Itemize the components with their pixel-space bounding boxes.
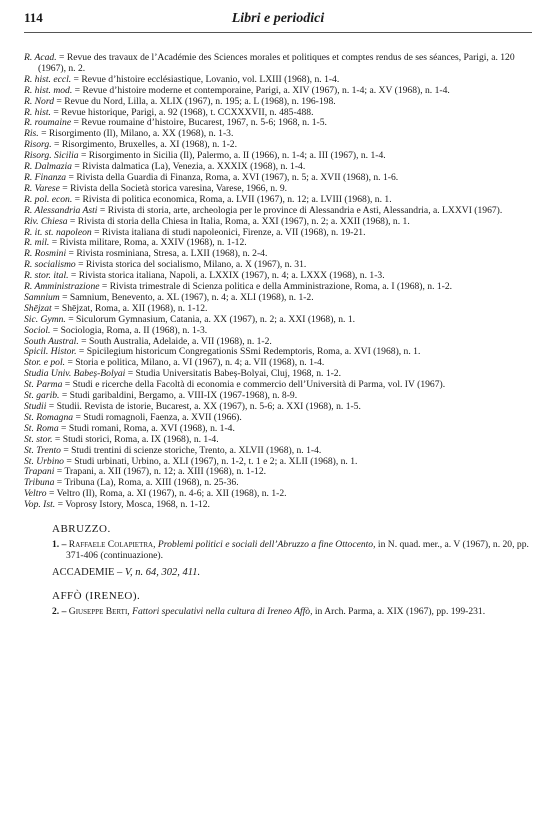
abbreviation-entry [24, 500, 532, 511]
abbreviation-expansion: = Studia Universitatis Babeș-Bolyai, Cluj, 1968, n. 1-2. [125, 368, 342, 380]
abbreviation: R. Finanza [24, 171, 67, 183]
abbreviation: R. Amministrazione [24, 281, 100, 293]
bibliography-entry-1 [38, 539, 532, 561]
entry-title: Fattori speculativi nella cultura di Ireneo Affò, [132, 606, 313, 618]
abbreviation-expansion: = Spicilegium historicum Congregationis SSmi Redemptoris, Roma, a. XVI (1968), n. 1. [76, 346, 421, 358]
abbreviation-expansion: = Sociologia, Roma, a. II (1968), n. 1-3. [50, 324, 208, 336]
entry-number: 1. – [52, 539, 67, 551]
abbreviation: Risorg. [24, 139, 52, 151]
abbreviation-expansion: = Rivista rosminiana, Stresa, a. LXII (1968), n. 2-4. [66, 248, 268, 260]
cross-reference-accademie [52, 567, 532, 578]
abbreviation-expansion: = Revue historique, Parigi, a. 92 (1968), t. CCXXXVII, n. 485-488. [50, 106, 314, 118]
abbreviation: Sic. Gymn. [24, 313, 66, 325]
abbreviation: R. Nord [24, 95, 55, 107]
abbreviation: R. mil. [24, 237, 50, 249]
abbreviation-expansion: = Rivista italiana di studi napoleonici, Firenze, a. VII (1968), n. 19-21. [91, 226, 366, 238]
abbreviation-expansion: = Studi storici, Roma, a. IX (1968), n. 1-4. [52, 433, 219, 445]
abbreviation: R. Varese [24, 182, 60, 194]
abbreviation-expansion: = Rivista di politica economica, Roma, a. LVII (1967), n. 12; a. LVIII (1968), n. 1. [72, 193, 392, 205]
section-abruzzo [24, 523, 532, 578]
abbreviation-expansion: = Rivista storica del socialismo, Milano, a. X (1967), n. 31. [75, 259, 307, 271]
abbreviation-expansion: = Studii. Revista de istorie, Bucarest, a. XX (1967), n. 5-6; a. XXI (1968), n. 1-5. [46, 401, 361, 412]
abbreviation: South Austral. [24, 335, 79, 347]
abbreviation: Studia Univ. Babeș-Bolyai [24, 368, 126, 380]
abbreviation: R. Alessandria Asti [24, 204, 98, 216]
abbreviation: St. Romagna [24, 411, 74, 423]
abbreviation-expansion: = Voprosy Istory, Mosca, 1968, n. 1-12. [55, 499, 210, 511]
abbreviation: R. hist. [24, 106, 51, 118]
abbreviation-expansion: = Studi e ricerche della Facoltà di economia e commercio dell’Università di Parma, vol. IV (1967). [62, 379, 446, 391]
abbreviation-expansion: = Rivista militare, Roma, a. XXIV (1968), n. 1-12. [49, 237, 247, 249]
abbreviation: R. Rosmini [24, 248, 67, 260]
abbreviation-expansion: = Studi urbinati, Urbino, a. XLI (1967), n. 1-2, t. 1 e 2; a. XLII (1968), n. 1. [63, 455, 358, 467]
abbreviation-expansion: = Rivista dalmatica (La), Venezia, a. XXXIX (1968), n. 1-4. [71, 161, 306, 173]
entry-author: Raffaele Colapietra, [68, 539, 156, 551]
abbreviation: Sociol. [24, 324, 51, 336]
abbreviation: R. pol. econ. [24, 193, 73, 205]
abbreviation: Shējzat [24, 302, 52, 314]
abbreviation-expansion: = Studi trentini di scienze storiche, Trento, a. XLVII (1968), n. 1-4. [60, 444, 322, 456]
abbreviation-expansion: = Revue des travaux de l’Académie des Sciences morales et politiques et comptes rendus de ses séances, Parigi, a. 120 (1967), n. 2. [38, 52, 515, 74]
abbreviation-expansion: = Risorgimento (Il), Milano, a. XX (1968), n. 1-3. [38, 128, 234, 140]
abbreviation: St. Roma [24, 422, 59, 434]
abbreviation: Ris. [24, 128, 39, 140]
abbreviation: R. it. st. napoleon [24, 226, 92, 238]
section-heading-accademie: ACCADEMIE [52, 567, 115, 579]
abbreviation: Stor. e pol. [24, 357, 66, 369]
abbreviation-expansion: = Rivista storica italiana, Napoli, a. LXXIX (1967), n. 4; a. LXXX (1968), n. 1-3. [68, 270, 385, 282]
abbreviation-expansion: = South Australia, Adelaide, a. VII (1968), n. 1-2. [78, 335, 272, 347]
bibliography-entry-2 [38, 606, 532, 617]
page-number: 114 [24, 10, 43, 25]
abbreviation: R. Acad. [24, 52, 57, 63]
abbreviation: R. stor. ital. [24, 270, 69, 282]
abbreviation-expansion: = Revue roumaine d’histoire, Bucarest, 1967, n. 5-6; 1968, n. 1-5. [71, 117, 327, 129]
entry-author: Giuseppe Berti, [68, 606, 130, 618]
abbreviation: R. roumaine [24, 117, 72, 129]
abbreviation: Riv. Chiesa [24, 215, 68, 227]
abbreviation: Trapani [24, 466, 55, 478]
abbreviation: Veltro [24, 488, 47, 500]
abbreviation-expansion: = Trapani, a. XII (1967), n. 12; a. XIII (1968), n. 1-12. [54, 466, 267, 478]
entry-title: Problemi politici e sociali dell’Abruzzo a fine Ottocento, [157, 539, 376, 551]
abbreviation-entry [24, 53, 532, 75]
abbreviation: St. stor. [24, 433, 53, 445]
abbreviation-expansion: = Studi garibaldini, Bergamo, a. VIII-IX (1967-1968), n. 8-9. [59, 390, 298, 402]
abbreviation: St. Urbino [24, 455, 64, 467]
abbreviation-expansion: = Rivista della Società storica varesina, Varese, 1966, n. 9. [59, 182, 288, 194]
cross-reference-numbers: – V, n. 64, 302, 411. [114, 567, 201, 579]
abbreviation-expansion: = Rivista di storia, arte, archeologia per le province di Alessandria e Asti, Alessandria, a. LXXVI (1967). [97, 204, 503, 216]
abbreviation: St. Parma [24, 379, 63, 391]
abbreviation-expansion: = Studi romani, Roma, a. XVI (1968), n. 1-4. [58, 422, 235, 434]
abbreviation: Vop. Ist. [24, 499, 56, 511]
entry-source: in N. quad. mer., a. V (1967), n. 20, pp. 371-406 (continuazione). [66, 539, 529, 562]
abbreviation: Spicil. Histor. [24, 346, 77, 358]
abbreviation-expansion: = Risorgimento in Sicilia (Il), Palermo, a. II (1966), n. 1-4; a. III (1967), n. 1-4. [78, 150, 386, 162]
entry-number: 2. – [52, 606, 67, 618]
abbreviation: St. garib. [24, 390, 60, 402]
abbreviation-expansion: = Revue d’histoire ecclésiastique, Lovanio, vol. LXIII (1968), n. 1-4. [71, 73, 340, 85]
abbreviation: R. socialismo [24, 259, 76, 271]
abbreviation-expansion: = Risorgimento, Bruxelles, a. XI (1968), n. 1-2. [51, 139, 237, 151]
abbreviation-expansion: = Veltro (Il), Roma, a. XI (1967), n. 4-6; a. XII (1968), n. 1-2. [46, 488, 287, 500]
abbreviation: R. hist. mod. [24, 84, 73, 96]
page-header [24, 10, 532, 33]
abbreviation: R. hist. eccl. [24, 73, 72, 85]
abbreviation-expansion: = Tribuna (La), Roma, a. XIII (1968), n. 25-36. [54, 477, 239, 489]
abbreviation: Studii [24, 401, 47, 412]
abbreviation-list [24, 53, 532, 511]
abbreviation-expansion: = Revue d’histoire moderne et contemporaine, Parigi, a. XIV (1967), n. 1-4; a. XV (1968), n. 1-4. [72, 84, 450, 96]
abbreviation-expansion: = Studi romagnoli, Faenza, a. XVII (1966). [73, 411, 242, 423]
abbreviation: St. Trento [24, 444, 61, 456]
section-heading-affo: AFFÒ (IRENEO). [52, 590, 141, 603]
abbreviation: R. Dalmazia [24, 161, 72, 173]
abbreviation: Samnium [24, 291, 60, 303]
entry-source: in Arch. Parma, a. XIX (1967), pp. 199-231. [312, 606, 486, 618]
section-heading-abruzzo: ABRUZZO. [52, 523, 111, 536]
abbreviation: Tribuna [24, 477, 55, 489]
section-affo [24, 590, 532, 617]
abbreviation-expansion: = Shējzat, Roma, a. XII (1968), n. 1-12. [51, 302, 208, 314]
abbreviation-expansion: = Storia e politica, Milano, a. VI (1967), n. 4; a. VII (1968), n. 1-4. [65, 357, 325, 369]
abbreviation: Risorg. Sicilia [24, 150, 79, 162]
abbreviation-expansion: = Samnium, Benevento, a. XL (1967), n. 4; a. XLI (1968), n. 1-2. [59, 291, 314, 303]
abbreviation-expansion: = Rivista trimestrale di Scienza politica e della Amministrazione, Roma, a. I (1968), n. 1-2. [99, 281, 453, 293]
abbreviation-expansion: = Revue du Nord, Lilla, a. XLIX (1967), n. 195; a. L (1968), n. 196-198. [54, 95, 336, 107]
abbreviation-expansion: = Siculorum Gymnasium, Catania, a. XX (1967), n. 2; a. XXI (1968), n. 1. [65, 313, 356, 325]
abbreviation-expansion: = Rivista di storia della Chiesa in Italia, Roma, a. XXI (1967), n. 2; a. XXII (1968), n. 1. [67, 215, 410, 227]
abbreviation-expansion: = Rivista della Guardia di Finanza, Roma, a. XVI (1967), n. 5; a. XVII (1968), n. 1-6. [66, 171, 399, 183]
running-title: Libri e periodici [231, 11, 325, 26]
